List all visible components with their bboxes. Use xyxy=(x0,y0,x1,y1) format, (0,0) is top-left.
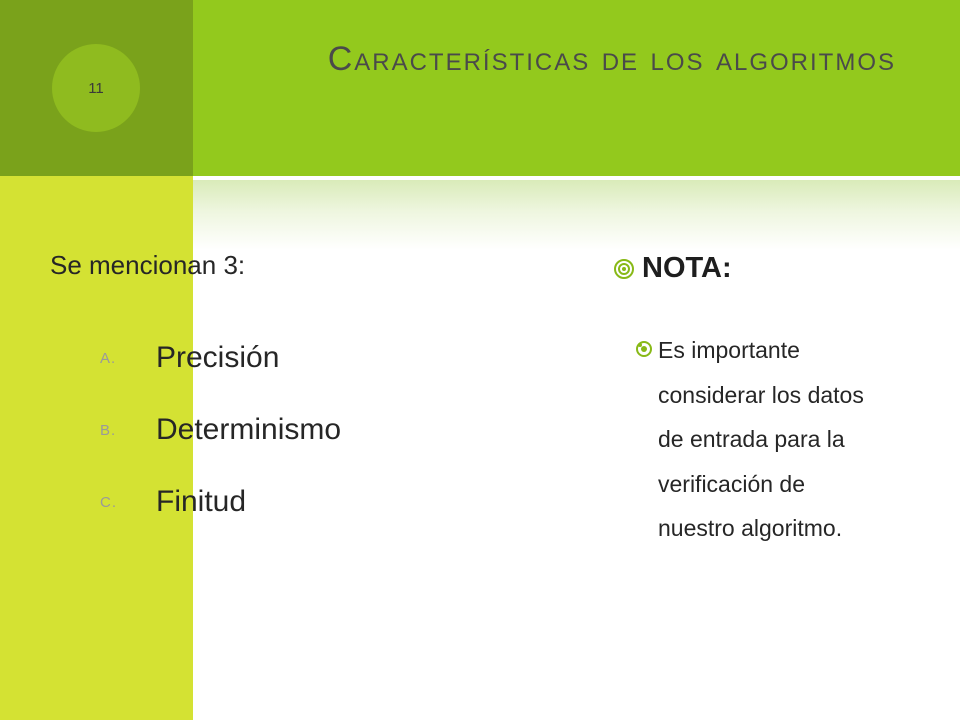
slide-title: Características de los algoritmos xyxy=(327,40,896,78)
list-item-label: Precisión xyxy=(156,341,280,374)
list-item xyxy=(100,322,341,394)
list-item xyxy=(100,394,341,466)
slide-number: 11 xyxy=(88,79,104,97)
note-heading-label: NOTA: xyxy=(642,252,732,284)
note-heading xyxy=(614,252,732,285)
list-item-label: Determinismo xyxy=(156,413,342,446)
intro-text: Se mencionan 3: xyxy=(50,250,246,280)
note-text: Es importante considerar los datos de entrada para la verificación de nuestro algoritmo. xyxy=(658,337,864,541)
list-marker: C. xyxy=(100,493,117,511)
slide-number-badge xyxy=(52,44,140,132)
list-marker: A. xyxy=(100,349,117,367)
list-item xyxy=(100,466,341,538)
circle-bullet-icon xyxy=(636,341,652,357)
list-item-label: Finitud xyxy=(156,485,247,518)
characteristics-list xyxy=(100,322,341,538)
target-bullet-icon xyxy=(614,259,634,279)
title-band xyxy=(193,0,960,176)
list-marker: B. xyxy=(100,421,117,439)
note-body xyxy=(636,328,906,551)
title-shadow xyxy=(193,180,960,250)
